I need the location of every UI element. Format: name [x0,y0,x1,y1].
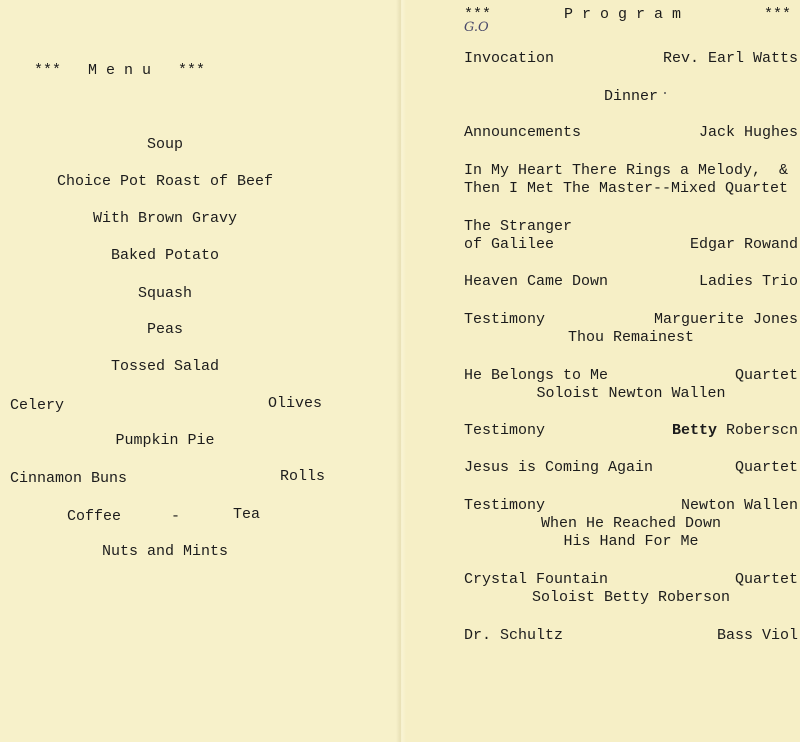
program-heading-title: P r o g r a m [564,6,682,23]
menu-item-rolls: Rolls [280,468,326,485]
menu-item-tea: Tea [233,506,261,523]
program-performer: Jack Hughes [698,124,798,141]
performer-last-name: Roberscn [716,422,798,439]
program-heading-right: *** [764,6,792,23]
menu-item-nuts: Nuts and Mints [101,543,229,560]
menu-item-soup: Soup [146,136,183,153]
program-performer: Rev. Earl Watts [662,50,798,67]
program-performer: Edgar Rowand [689,236,798,253]
menu-item-pie: Pumpkin Pie [115,432,215,449]
program-song6-soloist: Soloist Betty Roberson [531,589,731,606]
menu-dash: - [171,508,181,525]
program-song4-soloist: Soloist Newton Wallen [536,385,726,402]
program-item: Dr. Schultz [464,627,564,644]
program-testimony3-song1: When He Reached Down [540,515,722,532]
handwritten-note: G.O [464,20,489,35]
program-item: Testimony [464,497,546,514]
menu-item-buns: Cinnamon Buns [10,470,128,487]
program-item: Jesus is Coming Again [464,459,654,476]
menu-item-pot-roast: Choice Pot Roast of Beef [56,173,274,190]
page-fold [396,0,406,742]
menu-item-olives: Olives [268,395,323,412]
program-song1-line2: Then I Met The Master--Mixed Quartet [464,180,789,197]
program-performer: Newton Wallen [680,497,798,514]
program-performer: Ladies Trio [698,273,798,290]
menu-heading: *** M e n u *** [34,62,206,79]
menu-item-squash: Squash [137,285,192,302]
program-item: Heaven Came Down [464,273,609,290]
program-song1-line1: In My Heart There Rings a Melody, & [464,162,789,179]
program-performer: Quartet [734,571,798,588]
menu-item-celery: Celery [10,397,65,414]
program-dinner: Dinner [603,88,658,105]
menu-item-potato: Baked Potato [110,247,220,264]
program-item: of Galilee [464,236,555,253]
program-item: He Belongs to Me [464,367,609,384]
ink-dot [664,92,666,94]
menu-item-salad: Tossed Salad [110,358,220,375]
program-performer [672,422,798,440]
program-item: Testimony [464,422,546,439]
program-performer: Bass Viol [716,627,798,644]
program-performer: Quartet [734,459,798,476]
program-item: Crystal Fountain [464,571,609,588]
menu-item-coffee: Coffee [67,508,122,525]
performer-first-name: Betty [671,422,717,439]
program-item: Testimony [464,311,546,328]
program-heading-left: *** [464,6,492,23]
program-testimony1-song: Thou Remainest [567,329,695,346]
program-performer: Quartet [734,367,798,384]
program-testimony3-song2: His Hand For Me [563,533,699,550]
program-item: Announcements [464,124,582,141]
program-item: Invocation [464,50,555,67]
menu-item-peas: Peas [146,321,183,338]
program-performer: Marguerite Jones [653,311,798,328]
program-song2-line1: The Stranger [464,218,573,235]
menu-item-gravy: With Brown Gravy [92,210,238,227]
